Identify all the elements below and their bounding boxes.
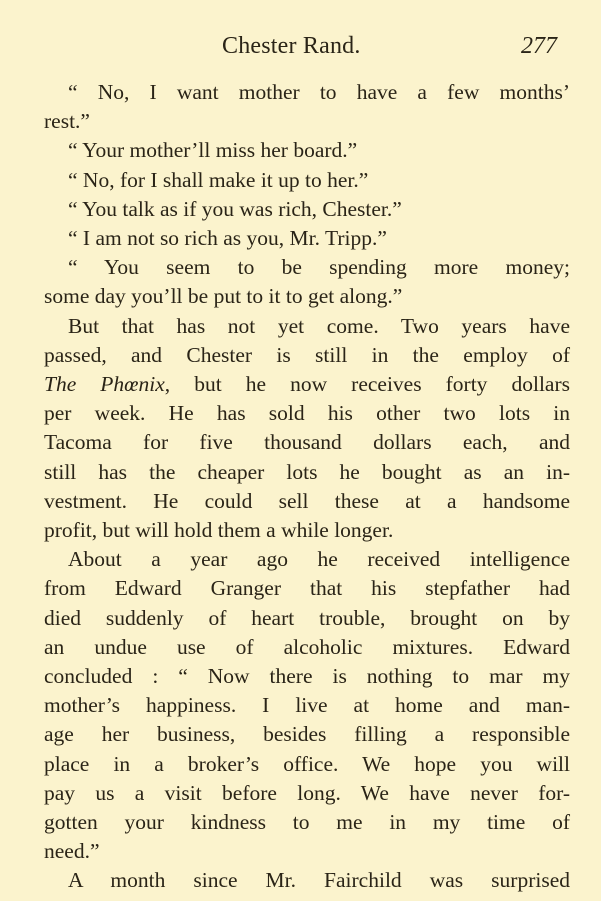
text-line: gotten your kindness to me in my time of bbox=[44, 810, 570, 835]
text-line: profit, but will hold them a while longer. bbox=[44, 518, 394, 543]
text-line: place in a broker’s office. We hope you will bbox=[44, 751, 570, 776]
running-title: Chester Rand. bbox=[222, 33, 361, 59]
text-line: an undue use of alcoholic mixtures. Edward bbox=[44, 634, 570, 659]
text-line: vestment. He could sell these at a handsome bbox=[44, 488, 570, 513]
text-line: “ No, I want mother to have a few months’ bbox=[68, 80, 570, 104]
body-text bbox=[44, 78, 570, 896]
text-line: rest.” bbox=[44, 109, 90, 134]
text-line: “ I am not so rich as you, Mr. Tripp.” bbox=[68, 226, 387, 251]
text-line: still has the cheaper lots he bought as an in- bbox=[44, 459, 570, 484]
text-line: some day you’ll be put to it to get along.” bbox=[44, 284, 403, 309]
text-line: from Edward Granger that his stepfather had bbox=[44, 576, 570, 601]
text-line: But that has not yet come. Two years have bbox=[68, 313, 570, 338]
text-line: The Phœnix, but he now receives forty dollars bbox=[44, 372, 570, 397]
text-line: “ No, for I shall make it up to her.” bbox=[68, 167, 369, 192]
text-line: concluded : “ Now there is nothing to mar my bbox=[44, 664, 570, 689]
text-line: Tacoma for five thousand dollars each, and bbox=[44, 430, 570, 455]
magazine-title: The Phœnix bbox=[44, 372, 165, 397]
text-line: died suddenly of heart trouble, brought on by bbox=[44, 605, 570, 630]
text-line: pay us a visit before long. We have never for- bbox=[44, 780, 570, 805]
page-header bbox=[0, 33, 601, 63]
text-line: “ You seem to be spending more money; bbox=[68, 255, 570, 280]
text-line: “ Your mother’ll miss her board.” bbox=[68, 138, 358, 163]
text-line: About a year ago he received intelligence bbox=[68, 547, 570, 572]
text-line: mother’s happiness. I live at home and man- bbox=[44, 693, 570, 718]
page-number: 277 bbox=[521, 33, 557, 59]
text-line: passed, and Chester is still in the employ of bbox=[44, 342, 570, 367]
text-line: “ You talk as if you was rich, Chester.” bbox=[68, 196, 402, 221]
text-line: age her business, besides filling a responsible bbox=[44, 722, 570, 747]
text-line: per week. He has sold his other two lots in bbox=[44, 401, 570, 426]
text-line: need.” bbox=[44, 839, 100, 864]
text-line: A month since Mr. Fairchild was surprised bbox=[68, 868, 570, 893]
